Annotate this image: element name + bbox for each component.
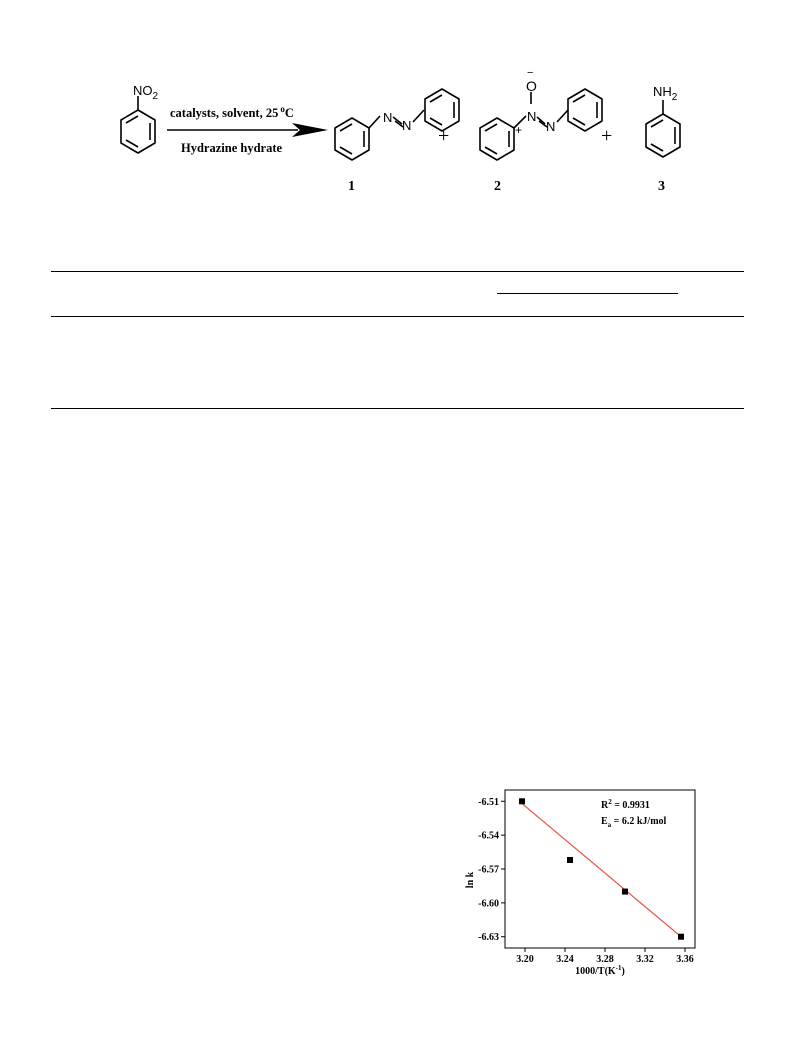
table-top-rule — [51, 271, 744, 272]
x-tick-label: 3.32 — [636, 954, 654, 965]
y-axis-label: ln k — [465, 871, 476, 889]
y-tick-label: -6.60 — [478, 898, 499, 910]
azoxybenzene-structure — [480, 89, 602, 160]
y-tick-label: -6.54 — [478, 830, 499, 842]
data-point — [519, 798, 525, 804]
oxide-negative-charge: − — [527, 67, 534, 79]
data-point — [567, 857, 573, 863]
activation-energy-annotation: $E_a = 6.2$ kJ/mol — [601, 816, 667, 829]
y-tick-label: -6.57 — [478, 864, 499, 876]
azoxy-nitrogen-1: N — [527, 109, 537, 124]
x-tick-label: 3.36 — [676, 954, 694, 965]
conditions-top-label: catalysts, solvent, 25 $^o$C — [170, 104, 294, 120]
nitro-group-label: $NO_2$ — [133, 83, 159, 102]
compound-number-2: 2 — [494, 179, 501, 194]
plus-sign-2: + — [601, 125, 613, 147]
azo-nitrogen-a: N — [383, 110, 393, 125]
x-axis-label: $1000/T(K^{-1})$ — [575, 964, 625, 977]
table-header-subrule — [497, 293, 678, 294]
aniline-ring — [646, 100, 680, 157]
azoxy-oxygen: O — [526, 78, 537, 94]
compound-number-3: 3 — [658, 179, 665, 194]
y-axis-ticks — [478, 797, 505, 943]
table-header-rule — [51, 316, 744, 317]
data-point — [678, 934, 684, 940]
azoxy-nitrogen-2: N — [546, 119, 556, 134]
amino-group-label: $NH_2$ — [653, 84, 678, 103]
data-point — [622, 889, 628, 895]
x-tick-label: 3.24 — [556, 954, 574, 965]
table-bottom-rule — [51, 408, 744, 409]
reaction-arrow — [167, 123, 328, 137]
nitrogen-positive-charge: + — [515, 123, 523, 137]
y-tick-label: -6.51 — [478, 796, 499, 808]
azo-nitrogen-b: N — [402, 118, 412, 133]
x-axis-ticks — [516, 948, 694, 965]
x-tick-label: 3.20 — [516, 954, 534, 965]
plus-sign-1: + — [438, 125, 450, 147]
compound-number-1: 1 — [348, 179, 355, 194]
conditions-bottom-label: Hydrazine hydrate — [181, 141, 283, 155]
y-tick-label: -6.63 — [478, 932, 499, 944]
arrhenius-plot — [455, 780, 705, 980]
nitrobenzene-ring — [121, 96, 155, 153]
r-squared-annotation: $R^2 = 0.9931$ — [601, 798, 650, 811]
reaction-scheme — [0, 0, 793, 200]
x-tick-label: 3.28 — [596, 954, 614, 965]
